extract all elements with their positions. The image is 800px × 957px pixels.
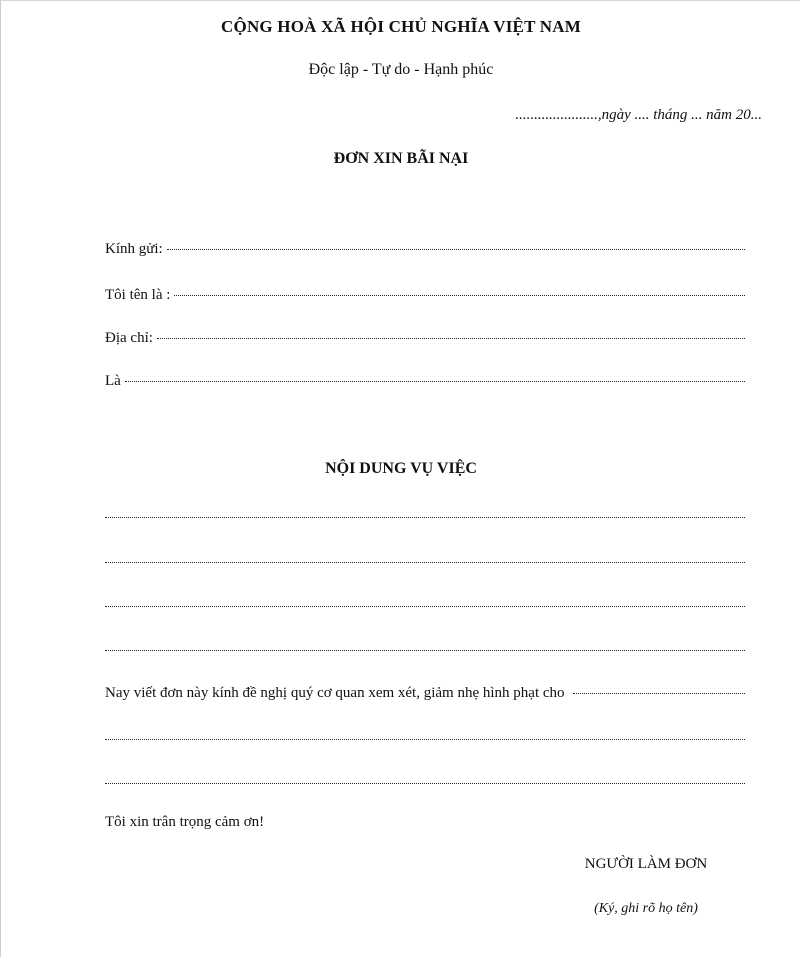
signature-instruction: (Ký, ghi rõ họ tên) xyxy=(594,901,698,916)
request-blank xyxy=(573,693,745,694)
closing-text: Tôi xin trân trọng cảm ơn! xyxy=(105,814,265,830)
document-title: ĐƠN XIN BÃI NẠI xyxy=(333,150,469,167)
section-title: NỘI DUNG VỤ VIỆC xyxy=(325,460,477,477)
request-paragraph xyxy=(105,685,745,702)
field-role xyxy=(105,373,745,390)
content-blank-line xyxy=(105,562,745,563)
content-blank-line xyxy=(105,606,745,607)
field-address-blank xyxy=(157,338,745,339)
field-recipient xyxy=(105,241,745,258)
national-motto: Độc lập - Tự do - Hạnh phúc xyxy=(308,61,494,78)
request-blank-line xyxy=(105,783,745,784)
content-blank-line xyxy=(105,650,745,651)
date-line: ......................,ngày .... tháng ... năm 20... xyxy=(515,107,762,123)
field-recipient-blank xyxy=(167,249,745,250)
field-name-blank xyxy=(174,295,745,296)
field-recipient-label: Kính gửi: xyxy=(105,241,163,257)
national-title: CỘNG HOÀ XÃ HỘI CHỦ NGHĨA VIỆT NAM xyxy=(221,17,581,36)
request-blank-line xyxy=(105,739,745,740)
field-name xyxy=(105,287,745,304)
field-name-label: Tôi tên là : xyxy=(105,287,171,303)
field-role-label: Là xyxy=(105,373,121,389)
field-address xyxy=(105,330,745,347)
request-text: Nay viết đơn này kính đề nghị quý cơ quan xem xét, giảm nhẹ hình phạt cho xyxy=(105,685,565,701)
content-blank-line xyxy=(105,517,745,518)
field-address-label: Địa chỉ: xyxy=(105,330,153,346)
field-role-blank xyxy=(125,381,745,382)
signer-title: NGƯỜI LÀM ĐƠN xyxy=(584,856,708,872)
